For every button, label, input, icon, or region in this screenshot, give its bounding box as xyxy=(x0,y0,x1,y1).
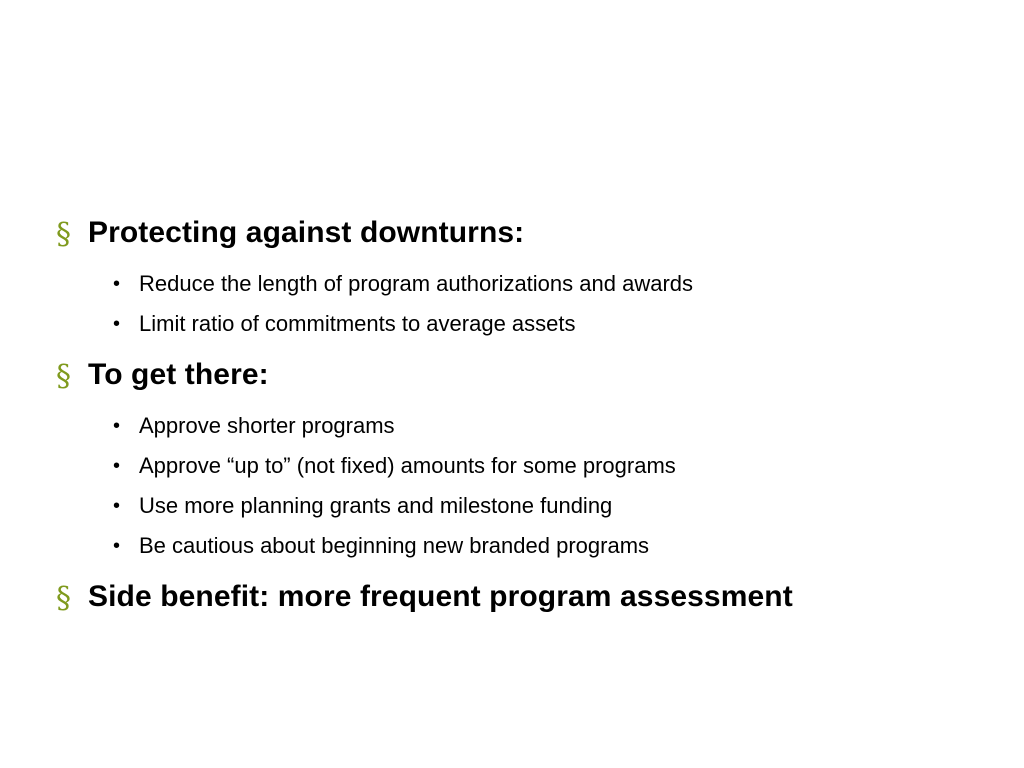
section-sign-icon: § xyxy=(56,217,71,252)
list-item-text: Limit ratio of commitments to average assets xyxy=(139,311,576,336)
section-sign-icon: § xyxy=(56,581,71,616)
bullet-icon: • xyxy=(113,273,121,295)
list-item-text: Approve “up to” (not fixed) amounts for some programs xyxy=(139,453,676,478)
list-item xyxy=(56,526,996,566)
section-heading: Protecting against downturns: xyxy=(88,216,525,249)
section-heading: To get there: xyxy=(88,358,269,391)
list-item xyxy=(56,486,996,526)
list-item xyxy=(56,406,996,446)
list-item xyxy=(56,264,996,304)
section-heading-row xyxy=(56,350,996,400)
list-item-text: Be cautious about beginning new branded programs xyxy=(139,533,650,558)
section-sign-icon: § xyxy=(56,359,71,394)
bullet-icon: • xyxy=(113,495,121,517)
section-heading: Side benefit: more frequent program assessment xyxy=(88,580,793,613)
bullet-icon: • xyxy=(113,313,121,335)
bullet-icon: • xyxy=(113,535,121,557)
list-item-text: Use more planning grants and milestone funding xyxy=(139,493,613,518)
section-heading-row xyxy=(56,572,996,622)
bullet-icon: • xyxy=(113,455,121,477)
bullet-list xyxy=(56,208,996,622)
section-heading-row xyxy=(56,208,996,258)
bullet-icon: • xyxy=(113,415,121,437)
list-item-text: Reduce the length of program authorizations and awards xyxy=(139,271,694,296)
list-item xyxy=(56,446,996,486)
list-item xyxy=(56,304,996,344)
list-item-text: Approve shorter programs xyxy=(139,413,395,438)
